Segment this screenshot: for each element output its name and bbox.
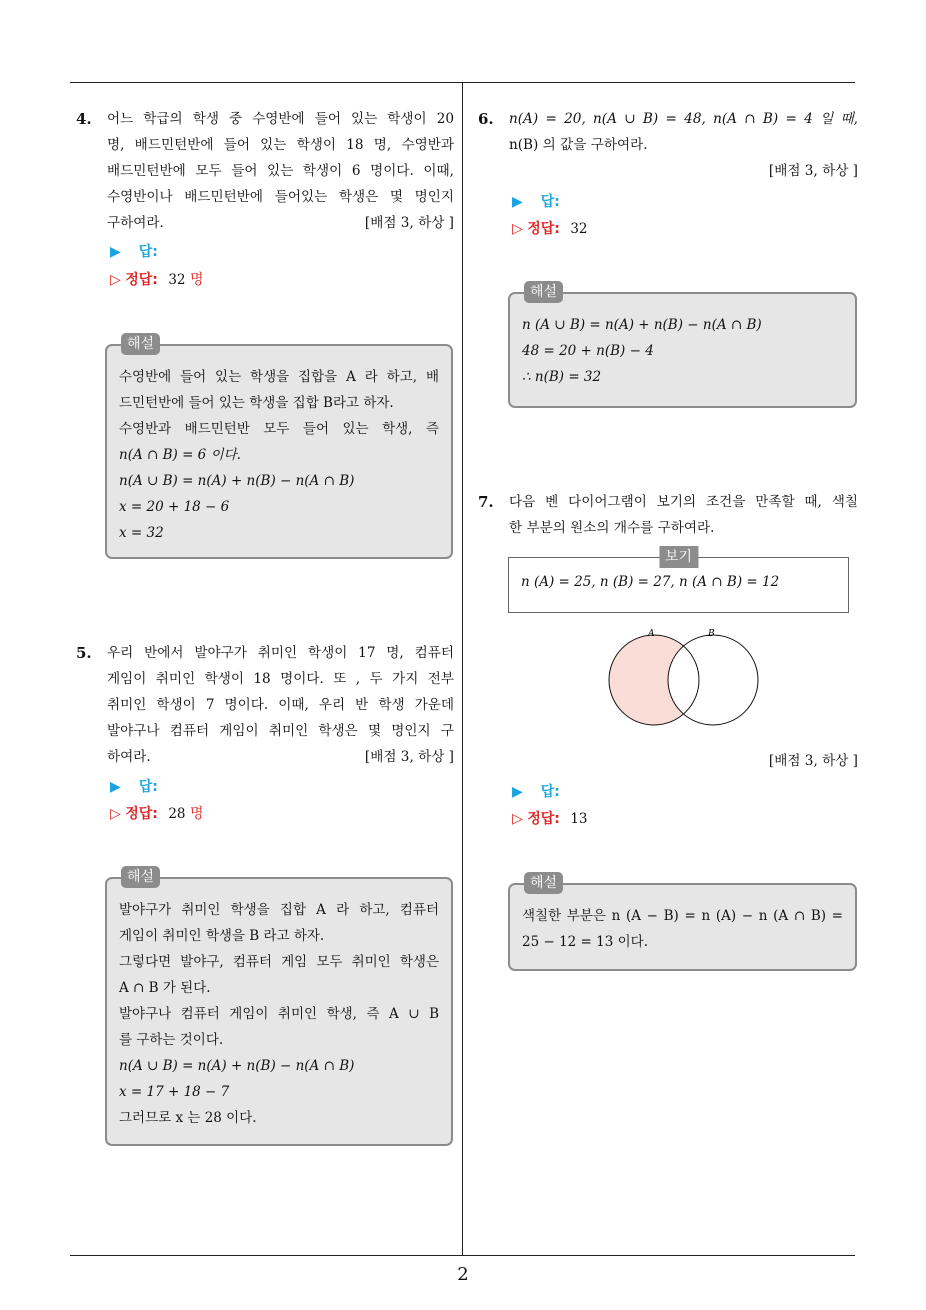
- problem-number: 6.: [478, 110, 494, 128]
- solution-text: [522, 312, 843, 390]
- outline-arrow-icon: ▷: [512, 811, 523, 827]
- solution-text: [119, 364, 439, 546]
- key-answer-row: [110, 803, 204, 823]
- score-note: [배점 3, 하상 ]: [768, 753, 858, 769]
- problem-number: 7.: [478, 493, 494, 511]
- answer-label: 답:: [540, 784, 560, 800]
- solution-box: [508, 875, 857, 971]
- solution-line: ∴ n(B) = 32: [522, 369, 602, 385]
- condition-box: [508, 549, 849, 613]
- answer-label: 답:: [138, 244, 158, 260]
- key-answer-row: [110, 269, 204, 289]
- solution-tab: 해설: [524, 872, 563, 894]
- outline-arrow-icon: ▷: [110, 272, 121, 288]
- problem-text-line: 취미인 학생이 7 명이다. 이때, 우리 반 학생 가운데: [107, 697, 454, 713]
- outline-arrow-icon: ▷: [512, 221, 523, 237]
- set-b-label: B: [708, 629, 715, 639]
- problem-text-line: 다음 벤 다이어그램이 보기의 조건을 만족할 때, 색칠: [509, 494, 858, 510]
- problem-text-line: 하여라.: [107, 749, 151, 765]
- outline-arrow-icon: ▷: [110, 806, 121, 822]
- solution-line: 그렇다면 발야구, 컴퓨터 게임 모두 취미인 학생은: [119, 954, 439, 970]
- problem-last-line: [107, 744, 454, 770]
- key-answer-unit: 명: [189, 806, 204, 822]
- solution-line: n(A ∪ B) = n(A) + n(B) − n(A ∩ B): [119, 1058, 355, 1074]
- problem-text-line: n(B) 의 값을 구하여라.: [509, 137, 648, 153]
- condition-text: n (A) = 25, n (B) = 27, n (A ∩ B) = 12: [521, 574, 780, 590]
- problem-number: 5.: [76, 644, 92, 662]
- problem-7-score: [509, 748, 858, 774]
- play-arrow-icon: ▶: [110, 244, 121, 260]
- play-arrow-icon: ▶: [512, 194, 523, 210]
- solution-box: [105, 869, 453, 1146]
- solution-line: 색칠한 부분은 n (A − B) = n (A) − n (A ∩ B) =: [522, 908, 843, 924]
- solution-line: n(A ∩ B) = 6 이다.: [119, 447, 241, 463]
- key-answer-value: 32: [570, 221, 588, 237]
- solution-line: n (A ∪ B) = n(A) + n(B) − n(A ∩ B): [522, 317, 762, 333]
- solution-line: 드민턴반에 들어 있는 학생을 집합 B라고 하자.: [119, 395, 394, 411]
- solution-line: 발야구나 컴퓨터 게임이 취미인 학생, 즉 A ∪ B: [119, 1006, 439, 1022]
- key-answer-value: 32: [168, 272, 186, 288]
- key-answer-unit: 명: [189, 272, 204, 288]
- solution-box: [508, 284, 857, 408]
- score-note: [배점 3, 하상 ]: [364, 215, 454, 231]
- play-arrow-icon: ▶: [512, 784, 523, 800]
- key-answer-label: 정답:: [125, 806, 158, 822]
- solution-text: [119, 897, 439, 1131]
- solution-box: [105, 336, 453, 559]
- solution-text: [522, 903, 843, 955]
- solution-line: 발야구가 취미인 학생을 집합 A 라 하고, 컴퓨터: [119, 902, 439, 918]
- problem-text-line: 수영반이나 배드민턴반에 들어있는 학생은 몇 명인지: [107, 189, 454, 205]
- solution-line: 게임이 취미인 학생을 B 라고 하자.: [119, 928, 325, 944]
- column-divider: [462, 83, 463, 1255]
- condition-tab: 보기: [659, 546, 698, 568]
- solution-line: 그러므로 x 는 28 이다.: [119, 1110, 257, 1126]
- key-answer-row: [512, 218, 588, 238]
- solution-line: n(A ∪ B) = n(A) + n(B) − n(A ∩ B): [119, 473, 355, 489]
- answer-label: 답:: [540, 194, 560, 210]
- score-note: [배점 3, 하상 ]: [364, 749, 454, 765]
- solution-line: 25 − 12 = 13 이다.: [522, 934, 648, 950]
- key-answer-label: 정답:: [527, 221, 560, 237]
- problem-number: 4.: [76, 110, 92, 128]
- answer-row[interactable]: [110, 776, 158, 796]
- answer-row[interactable]: [512, 191, 560, 211]
- solution-tab: 해설: [121, 866, 160, 888]
- solution-line: 48 = 20 + n(B) − 4: [522, 343, 654, 359]
- problem-text-line: 구하여라.: [107, 215, 164, 231]
- solution-line: 를 구하는 것이다.: [119, 1032, 224, 1048]
- answer-label: 답:: [138, 779, 158, 795]
- solution-tab: 해설: [524, 281, 563, 303]
- answer-row[interactable]: [512, 781, 560, 801]
- problem-text-line: 어느 학급의 학생 중 수영반에 들어 있는 학생이 20: [107, 111, 454, 127]
- play-arrow-icon: ▶: [110, 779, 121, 795]
- key-answer-label: 정답:: [125, 272, 158, 288]
- key-answer-label: 정답:: [527, 811, 560, 827]
- venn-diagram: [600, 624, 770, 734]
- problem-text-line: 게임이 취미인 학생이 18 명이다. 또 , 두 가지 전부: [107, 671, 454, 687]
- problem-text-line: 한 부분의 원소의 개수를 구하여라.: [509, 520, 715, 536]
- key-answer-value: 13: [570, 811, 588, 827]
- score-note: [배점 3, 하상 ]: [768, 163, 858, 179]
- bottom-rule: [70, 1255, 855, 1256]
- set-a-label: A: [648, 629, 655, 639]
- key-answer-value: 28: [168, 806, 186, 822]
- solution-line: 수영반에 들어 있는 학생을 집합을 A 라 하고, 배: [119, 369, 439, 385]
- solution-tab: 해설: [121, 333, 160, 355]
- problem-text-line: 발야구나 컴퓨터 게임이 취미인 학생은 몇 명인지 구: [107, 723, 454, 739]
- problem-last-line: [107, 210, 454, 236]
- solution-line: x = 17 + 18 − 7: [119, 1084, 230, 1100]
- solution-line: A ∩ B 가 된다.: [119, 980, 211, 996]
- problem-text-line: 배드민턴반에 모두 들어 있는 학생이 6 명이다. 이때,: [107, 163, 454, 179]
- solution-line: x = 20 + 18 − 6: [119, 499, 230, 515]
- solution-line: x = 32: [119, 525, 164, 541]
- key-answer-row: [512, 808, 588, 828]
- answer-row[interactable]: [110, 241, 158, 261]
- problem-text-line: n(A) = 20, n(A ∪ B) = 48, n(A ∩ B) = 4 일 때,: [509, 111, 858, 127]
- problem-text-line: 명, 배드민턴반에 들어 있는 학생이 18 명, 수영반과: [107, 137, 454, 153]
- problem-text-line: 우리 반에서 발야구가 취미인 학생이 17 명, 컴퓨터: [107, 645, 454, 661]
- page-number: 2: [457, 1264, 469, 1285]
- solution-line: 수영반과 배드민턴반 모두 들어 있는 학생, 즉: [119, 421, 439, 437]
